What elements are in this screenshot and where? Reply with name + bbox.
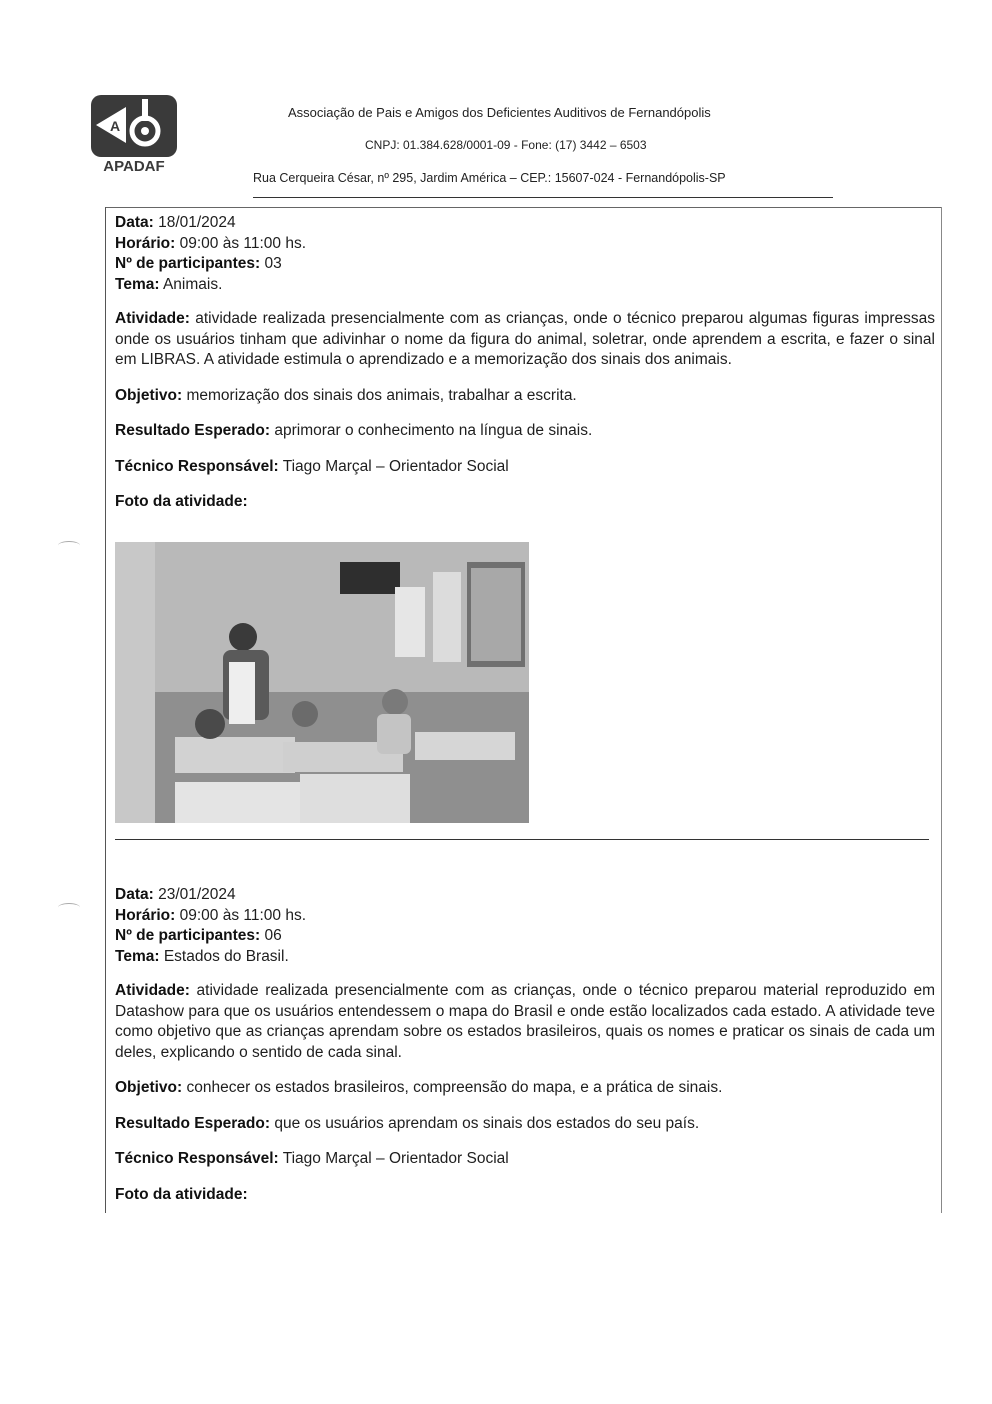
photo-label: Foto da atividade: — [115, 1185, 248, 1203]
theme-label: Tema: — [115, 947, 160, 965]
date-value: 18/01/2024 — [158, 214, 236, 231]
participants-value: 06 — [264, 927, 282, 944]
participants-label: Nº de participantes: — [115, 255, 261, 272]
result-label: Resultado Esperado: — [115, 1114, 271, 1132]
frame-left-border — [105, 207, 106, 1213]
participants-label: Nº de participantes: — [115, 927, 261, 944]
technician-label: Técnico Responsável: — [115, 457, 279, 475]
activity-label: Atividade: — [115, 310, 190, 327]
section-divider — [115, 839, 929, 840]
objective-label: Objetivo: — [115, 386, 183, 404]
scan-mark — [58, 903, 80, 912]
photo-heading — [115, 1185, 935, 1206]
photo-heading — [115, 492, 935, 513]
result-text: aprimorar o conhecimento na língua de sinais. — [274, 422, 593, 439]
theme-line — [115, 947, 935, 968]
theme-value: Estados do Brasil. — [163, 947, 289, 965]
svg-text:A: A — [110, 118, 121, 134]
theme-label: Tema: — [115, 275, 160, 293]
time-label: Horário: — [115, 906, 176, 924]
activity-record-2 — [115, 885, 935, 1205]
time-line — [115, 906, 935, 927]
activity-paragraph — [115, 309, 935, 371]
activity-photo — [115, 542, 529, 823]
time-label: Horário: — [115, 234, 176, 252]
activity-paragraph — [115, 981, 935, 1063]
logo-text: APADAF — [103, 158, 165, 175]
date-line — [115, 885, 935, 906]
date-label: Data: — [115, 886, 154, 903]
participants-line — [115, 926, 935, 947]
apadaf-logo — [88, 95, 180, 175]
technician-line — [115, 457, 935, 478]
time-value: 09:00 às 11:00 hs. — [179, 906, 307, 924]
technician-name: Tiago Marçal – Orientador Social — [282, 1150, 509, 1167]
activity-label: Atividade: — [115, 982, 190, 999]
frame-top-border — [105, 207, 942, 208]
theme-value: Animais. — [162, 275, 223, 293]
result-line — [115, 1114, 935, 1135]
cnpj-line: CNPJ: 01.384.628/0001-09 - Fone: (17) 3442 – 6503 — [365, 138, 647, 152]
result-label: Resultado Esperado: — [115, 422, 271, 439]
objective-line — [115, 1078, 935, 1099]
technician-line — [115, 1149, 935, 1170]
header-rule — [253, 197, 833, 198]
frame-right-border — [941, 207, 942, 1213]
date-line — [115, 213, 935, 234]
address-line: Rua Cerqueira César, nº 295, Jardim América – CEP.: 15607-024 - Fernandópolis-SP — [253, 171, 726, 185]
time-line — [115, 234, 935, 255]
theme-line — [115, 275, 935, 296]
technician-label: Técnico Responsável: — [115, 1150, 279, 1167]
technician-name: Tiago Marçal – Orientador Social — [282, 457, 509, 475]
result-text: que os usuários aprendam os sinais dos estados do seu país. — [274, 1114, 700, 1132]
participants-line — [115, 254, 935, 275]
org-name: Associação de Pais e Amigos dos Deficientes Auditivos de Fernandópolis — [288, 105, 711, 120]
participants-value: 03 — [264, 255, 282, 272]
time-value: 09:00 às 11:00 hs. — [179, 234, 307, 252]
photo-label: Foto da atividade: — [115, 493, 248, 510]
activity-text: atividade realizada presencialmente com as crianças, onde o técnico preparou algumas figuras impressas onde os usuários tinham que adivinhar o nome da figura do animal, soletrar, onde aprendem a escrita, e fazer o sinal em LIBRAS. A atividade estimula o aprendizado e a memorização dos sinais dos animais. — [115, 310, 935, 368]
scan-mark — [58, 541, 80, 550]
objective-text: memorização dos sinais dos animais, trabalhar a escrita. — [186, 386, 577, 404]
objective-text: conhecer os estados brasileiros, compreensão do mapa, e a prática de sinais. — [186, 1079, 723, 1096]
objective-line — [115, 386, 935, 407]
result-line — [115, 421, 935, 442]
activity-record-1 — [115, 213, 935, 513]
activity-text: atividade realizada presencialmente com as crianças, onde o técnico preparou material reproduzido em Datashow para que os usuários entendessem o mapa do Brasil e onde estão localizados cada estado. A atividade teve como objetivo que as crianças aprendam sobre os estados brasileiros, quais os nomes e praticar os sinais de cada um deles, explicando o sentido de cada sinal. — [115, 982, 935, 1061]
date-value: 23/01/2024 — [158, 886, 236, 903]
date-label: Data: — [115, 214, 154, 231]
objective-label: Objetivo: — [115, 1079, 183, 1096]
